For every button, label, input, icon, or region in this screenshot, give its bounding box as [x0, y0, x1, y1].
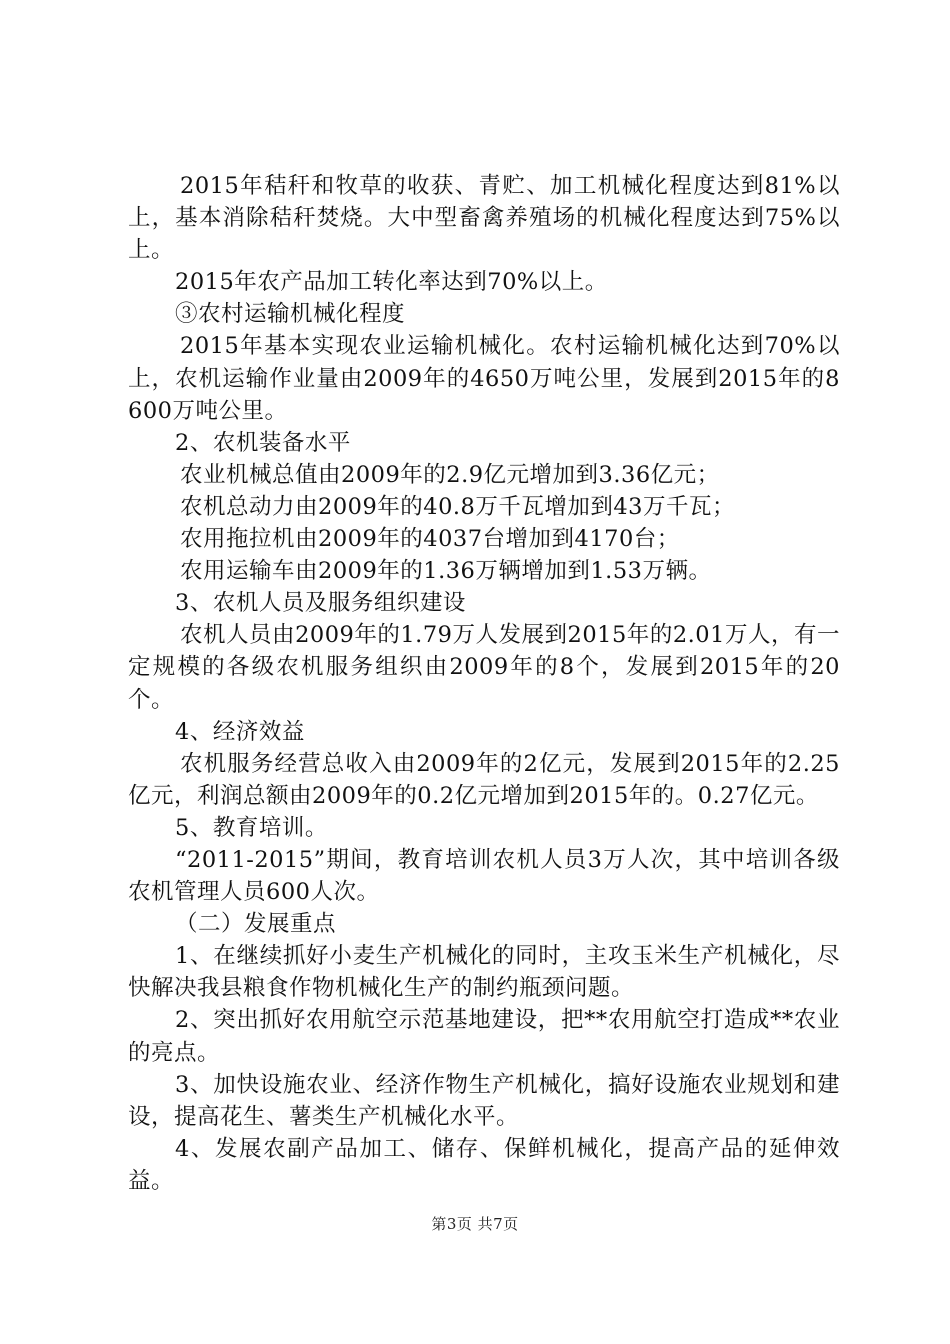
paragraph-key-point-1: 1、在继续抓好小麦生产机械化的同时，主攻玉米生产机械化，尽快解决我县粮食作物机械化生产的制约瓶颈问题。	[128, 943, 840, 1002]
paragraph-rural-transport: 2015年基本实现农业运输机械化。农村运输机械化达到70%以上，农机运输作业量由2009年的4650万吨公里，发展到2015年的8600万吨公里。	[128, 333, 840, 424]
heading-key-points: （二）发展重点	[175, 911, 337, 938]
paragraph-total-power: 农机总动力由2009年的40.8万千瓦增加到43万千瓦；	[180, 493, 735, 520]
paragraph-key-point-4: 4、发展农副产品加工、储存、保鲜机械化，提高产品的延伸效益。	[128, 1135, 840, 1194]
paragraph-tractors: 农用拖拉机由2009年的4037台增加到4170台；	[180, 526, 680, 553]
paragraph-key-point-2: 2、突出抓好农用航空示范基地建设，把**农用航空打造成**农业的亮点。	[128, 1007, 840, 1066]
paragraph-straw-mechanization: 2015年秸秆和牧草的收获、青贮、加工机械化程度达到81%以上，基本消除秸秆焚烧。大中型畜禽养殖场的机械化程度达到75%以上。	[128, 173, 840, 264]
heading-education: 5、教育培训。	[175, 814, 328, 841]
heading-economic-benefit: 4、经济效益	[175, 718, 305, 745]
paragraph-personnel: 农机人员由2009年的1.79万人发展到2015年的2.01万人，有一定规模的各级农机服务组织由2009年的8个，发展到2015年的20个。	[128, 622, 840, 713]
paragraph-machinery-value: 农业机械总值由2009年的2.9亿元增加到3.36亿元；	[180, 461, 720, 488]
page-number-footer: 第3页 共7页	[431, 1215, 519, 1233]
heading-equipment-level: 2、农机装备水平	[175, 429, 351, 456]
paragraph-economic-benefit: 农机服务经营总收入由2009年的2亿元，发展到2015年的2.25亿元，利润总额由2009年的0.2亿元增加到2015年的。0.27亿元。	[128, 750, 840, 809]
paragraph-key-point-3: 3、加快设施农业、经济作物生产机械化，搞好设施农业规划和建设，提高花生、薯类生产机械化水平。	[128, 1071, 840, 1130]
paragraph-transport-vehicles: 农用运输车由2009年的1.36万辆增加到1.53万辆。	[180, 558, 712, 585]
heading-personnel: 3、农机人员及服务组织建设	[175, 590, 466, 617]
heading-rural-transport: ③农村运输机械化程度	[175, 301, 406, 328]
paragraph-processing-rate: 2015年农产品加工转化率达到70%以上。	[175, 269, 608, 296]
document-body	[128, 170, 840, 1197]
paragraph-education: “2011-2015”期间，教育培训农机人员3万人次，其中培训各级农机管理人员600人次。	[128, 846, 840, 906]
